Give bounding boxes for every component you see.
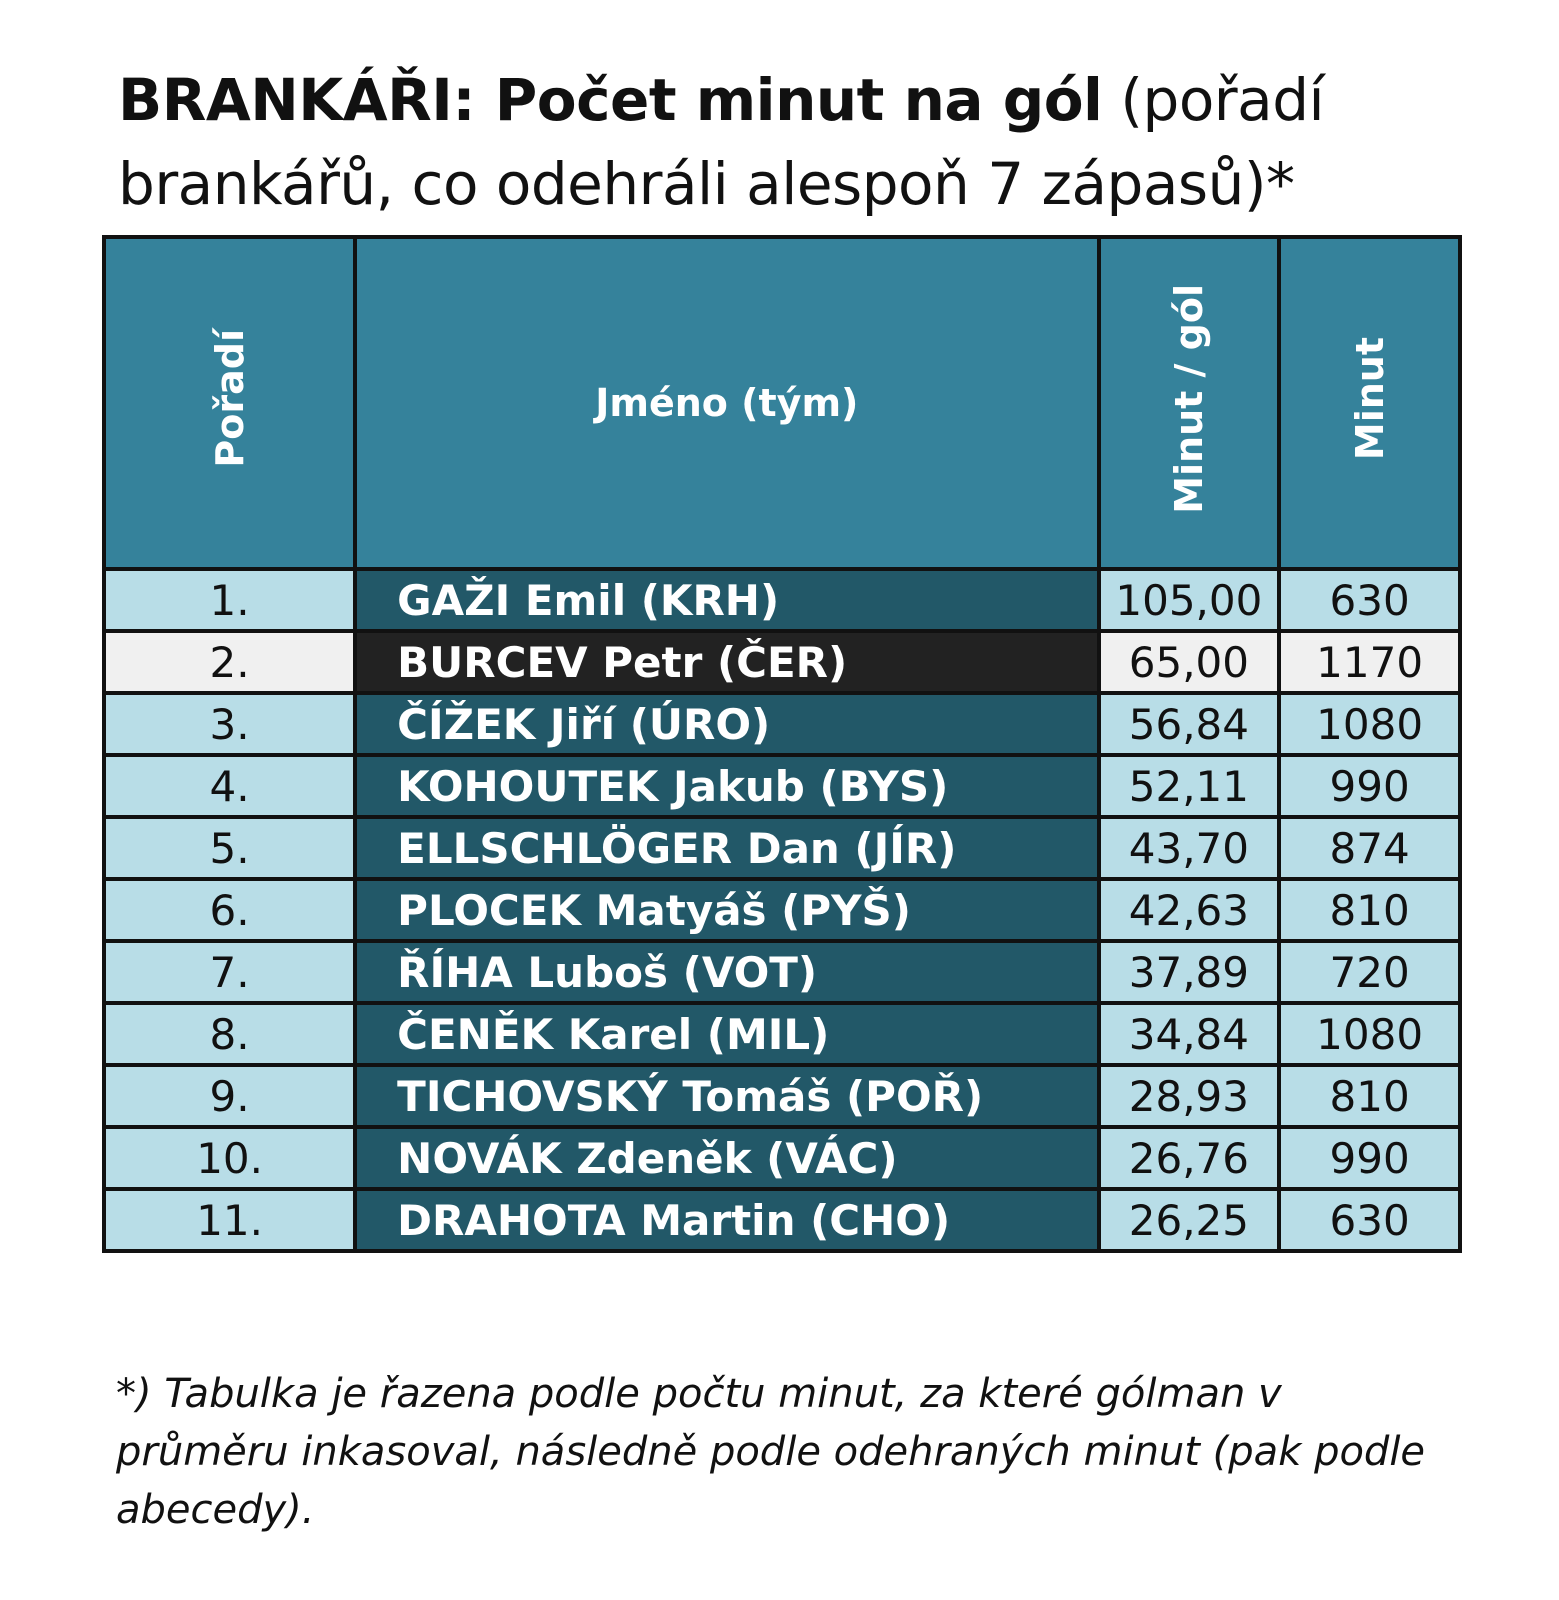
rank-cell: 1. <box>104 569 355 631</box>
name-cell: GAŽI Emil (KRH) <box>355 569 1098 631</box>
min-per-goal-cell: 105,00 <box>1099 569 1280 631</box>
minutes-cell: 630 <box>1279 1189 1460 1251</box>
minutes-cell: 720 <box>1279 941 1460 1003</box>
title-bold: BRANKÁŘI: Počet minut na gól <box>118 66 1103 134</box>
goalkeepers-table <box>102 235 1462 1253</box>
rank-cell: 4. <box>104 755 355 817</box>
table-row <box>104 569 1460 631</box>
table-row <box>104 1189 1460 1251</box>
minutes-cell: 990 <box>1279 1127 1460 1189</box>
column-header-min-per-goal-label: Minut / gól <box>1166 283 1211 514</box>
table-row <box>104 1065 1460 1127</box>
table-row <box>104 817 1460 879</box>
minutes-cell: 630 <box>1279 569 1460 631</box>
min-per-goal-cell: 52,11 <box>1099 755 1280 817</box>
column-header-name-label: Jméno (tým) <box>595 381 859 425</box>
rank-cell: 7. <box>104 941 355 1003</box>
minutes-cell: 1080 <box>1279 1003 1460 1065</box>
rank-cell: 9. <box>104 1065 355 1127</box>
rank-cell: 6. <box>104 879 355 941</box>
column-header-rank <box>104 237 355 569</box>
table-row-highlighted <box>104 631 1460 693</box>
column-header-name <box>355 237 1098 569</box>
column-header-minutes <box>1279 237 1460 569</box>
min-per-goal-cell: 28,93 <box>1099 1065 1280 1127</box>
table-row <box>104 879 1460 941</box>
table-row <box>104 941 1460 1003</box>
min-per-goal-cell: 34,84 <box>1099 1003 1280 1065</box>
minutes-cell: 810 <box>1279 879 1460 941</box>
min-per-goal-cell: 56,84 <box>1099 693 1280 755</box>
name-cell: BURCEV Petr (ČER) <box>355 631 1098 693</box>
rank-cell: 2. <box>104 631 355 693</box>
table-row <box>104 1003 1460 1065</box>
minutes-cell: 1080 <box>1279 693 1460 755</box>
table-row <box>104 693 1460 755</box>
table-row <box>104 755 1460 817</box>
name-cell: ŘÍHA Luboš (VOT) <box>355 941 1098 1003</box>
name-cell: DRAHOTA Martin (CHO) <box>355 1189 1098 1251</box>
name-cell: KOHOUTEK Jakub (BYS) <box>355 755 1098 817</box>
rank-cell: 10. <box>104 1127 355 1189</box>
rank-cell: 8. <box>104 1003 355 1065</box>
min-per-goal-cell: 43,70 <box>1099 817 1280 879</box>
table-header-row <box>104 237 1460 569</box>
min-per-goal-cell: 42,63 <box>1099 879 1280 941</box>
page-title <box>118 58 1448 226</box>
rank-cell: 3. <box>104 693 355 755</box>
minutes-cell: 810 <box>1279 1065 1460 1127</box>
column-header-minutes-label: Minut <box>1347 336 1392 461</box>
table-row <box>104 1127 1460 1189</box>
name-cell: ČÍŽEK Jiří (ÚRO) <box>355 693 1098 755</box>
minutes-cell: 874 <box>1279 817 1460 879</box>
minutes-cell: 990 <box>1279 755 1460 817</box>
name-cell: NOVÁK Zdeněk (VÁC) <box>355 1127 1098 1189</box>
column-header-min-per-goal <box>1099 237 1280 569</box>
name-cell: TICHOVSKÝ Tomáš (POŘ) <box>355 1065 1098 1127</box>
rank-cell: 11. <box>104 1189 355 1251</box>
footnote: *) Tabulka je řazena podle počtu minut, za které gólman v průměru inkasoval, následně podle odehraných minut (pak podle abecedy). <box>116 1371 1426 1533</box>
name-cell: PLOCEK Matyáš (PYŠ) <box>355 879 1098 941</box>
min-per-goal-cell: 26,25 <box>1099 1189 1280 1251</box>
name-cell: ČENĚK Karel (MIL) <box>355 1003 1098 1065</box>
min-per-goal-cell: 65,00 <box>1099 631 1280 693</box>
min-per-goal-cell: 26,76 <box>1099 1127 1280 1189</box>
rank-cell: 5. <box>104 817 355 879</box>
column-header-rank-label: Pořadí <box>207 329 252 468</box>
min-per-goal-cell: 37,89 <box>1099 941 1280 1003</box>
name-cell: ELLSCHLÖGER Dan (JÍR) <box>355 817 1098 879</box>
title-subtitle: (pořadí brankářů, co odehráli alespoň 7 zápasů)* <box>118 66 1325 218</box>
minutes-cell: 1170 <box>1279 631 1460 693</box>
